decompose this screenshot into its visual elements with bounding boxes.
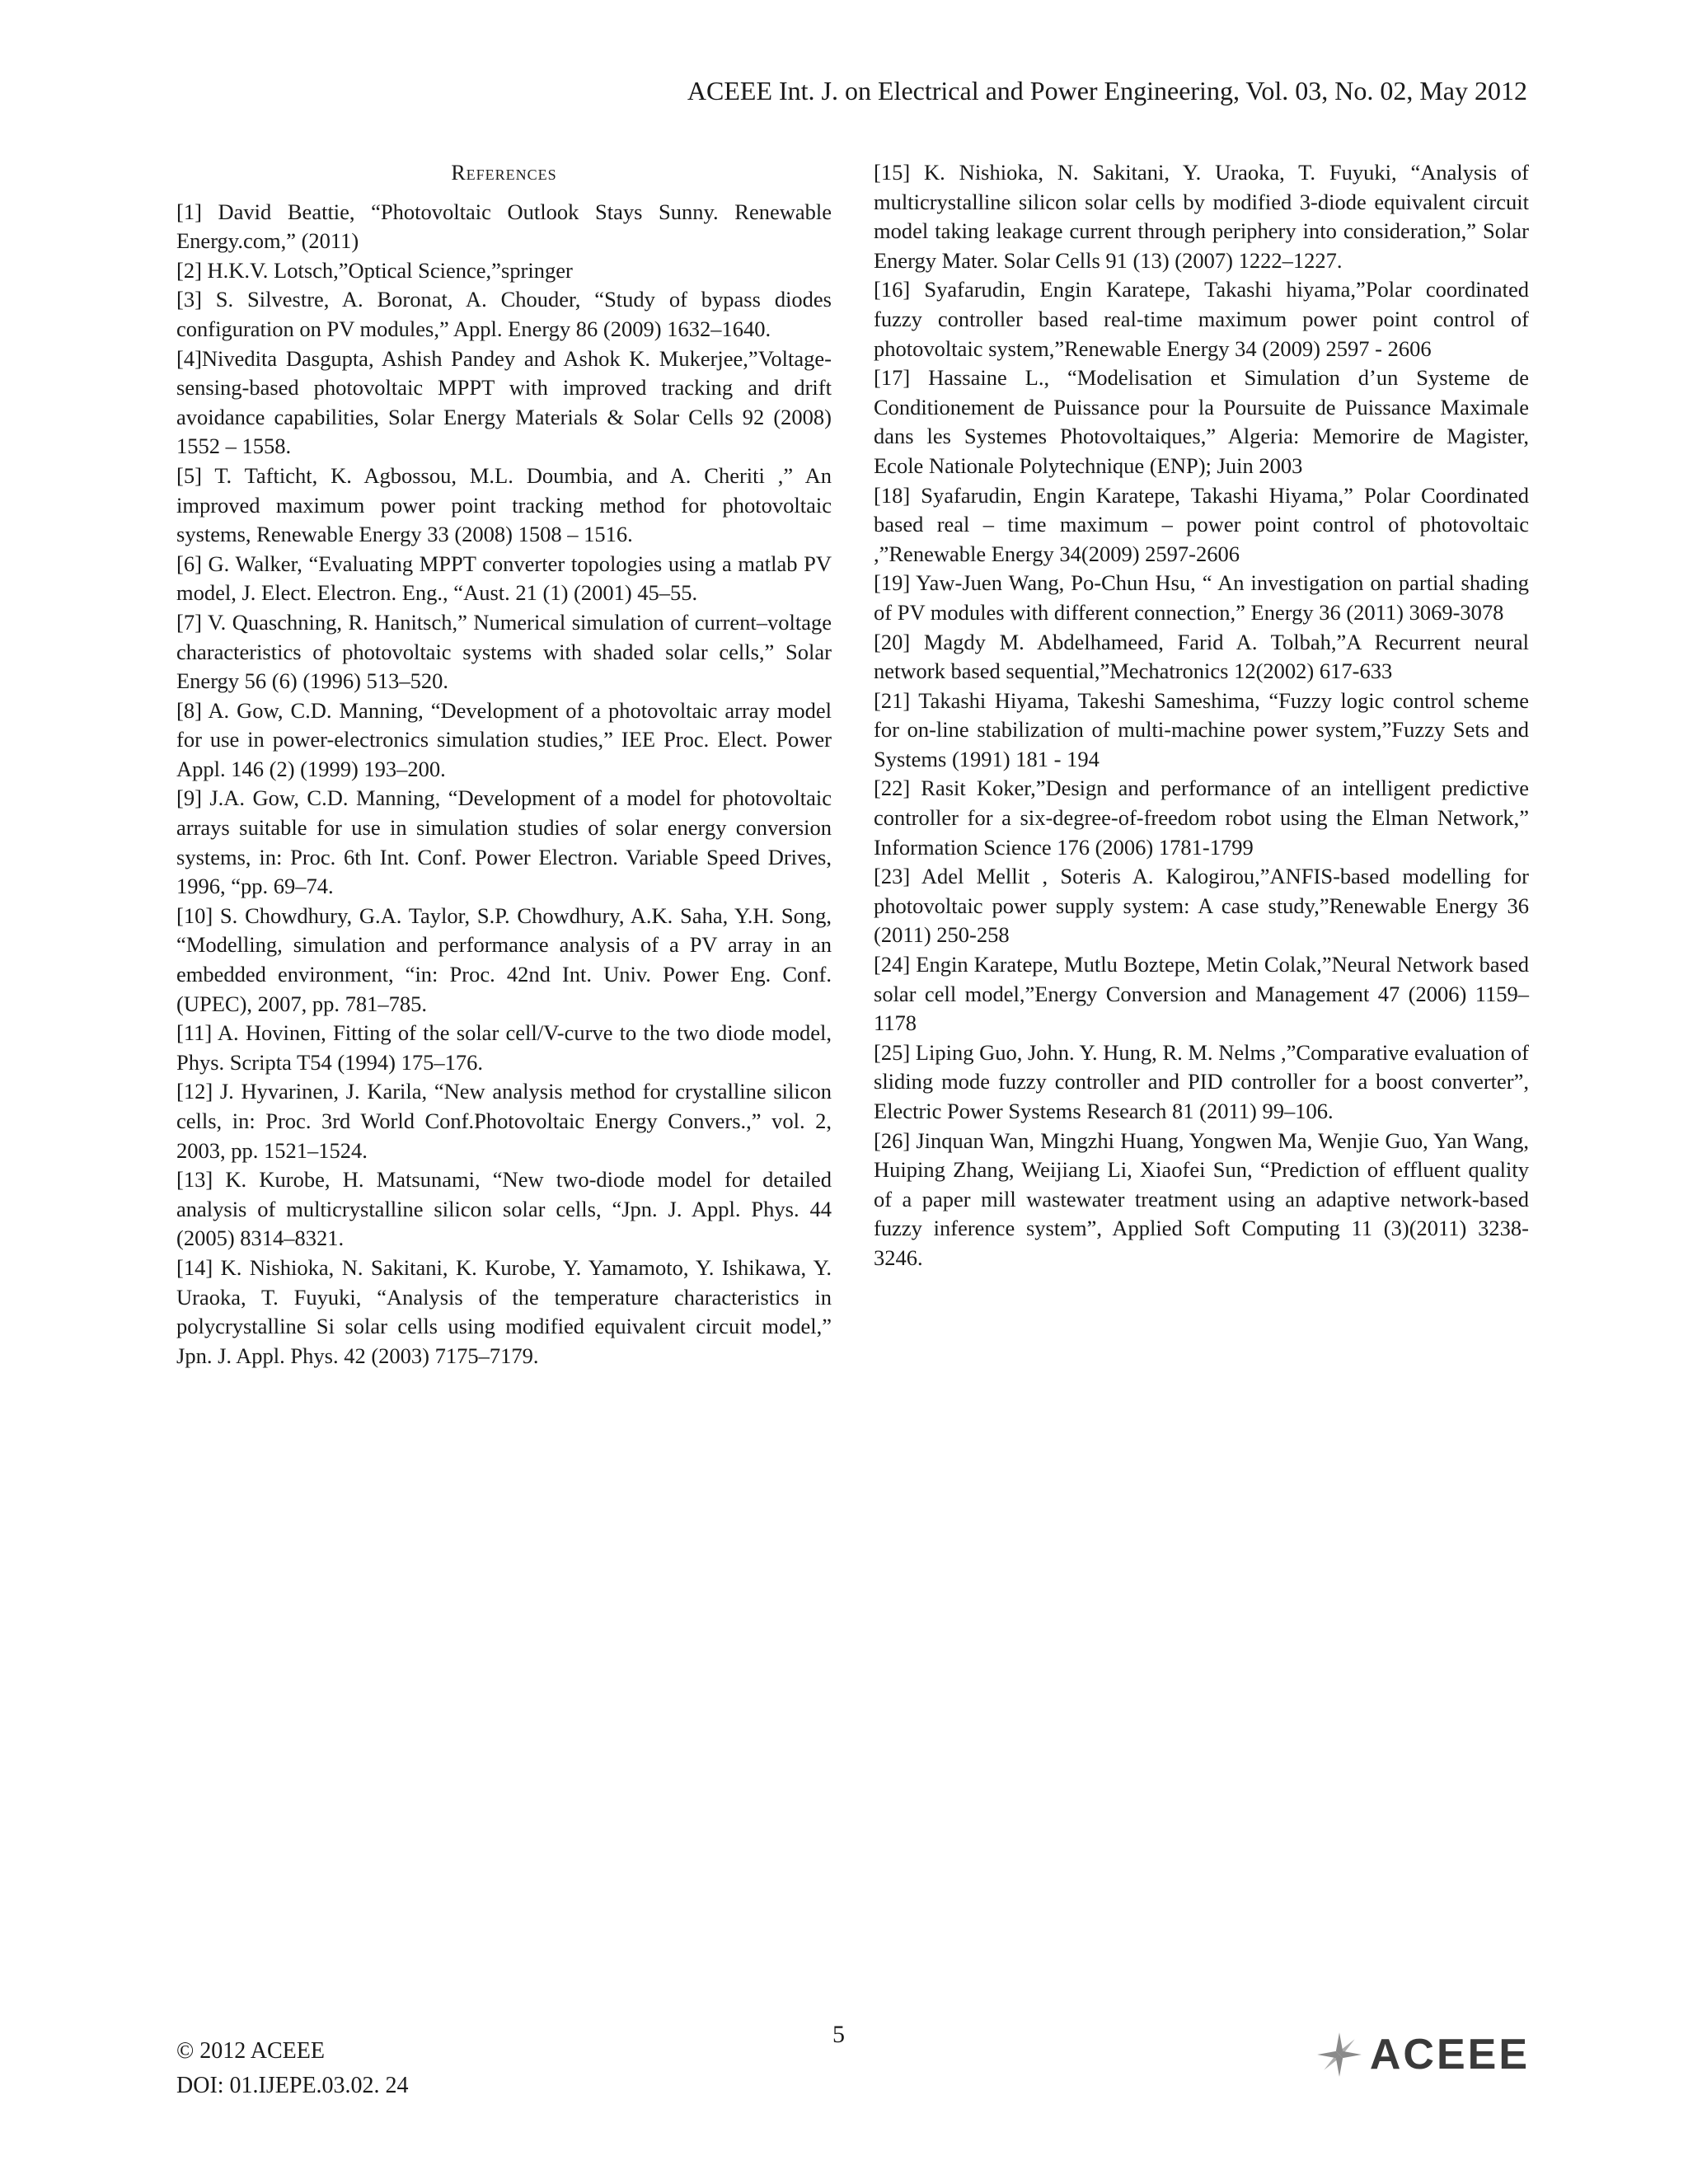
aceee-logo xyxy=(1314,2029,1530,2080)
reference-item: [5] T. Tafticht, K. Agbossou, M.L. Doumbia, and A. Cheriti ,” An improved maximum power point tracking method for photovoltaic systems, Renewable Energy 33 (2008) 1508 – 1516. xyxy=(176,462,832,547)
reference-item: [8] A. Gow, C.D. Manning, “Development of a photovoltaic array model for use in power-electronics simulation studies,” IEE Proc. Elect. Power Appl. 146 (2) (1999) 193–200. xyxy=(176,697,832,781)
star-logo-icon xyxy=(1314,2029,1365,2080)
reference-item: [25] Liping Guo, John. Y. Hung, R. M. Nelms ,”Comparative evaluation of sliding mode fuzzy controller and PID controller for a boost converter”, Electric Power Systems Research 81 (2011) 99–106. xyxy=(874,1039,1529,1123)
reference-item: [2] H.K.V. Lotsch,”Optical Science,”springer xyxy=(176,257,573,283)
reference-item: [16] Syafarudin, Engin Karatepe, Takashi hiyama,”Polar coordinated fuzzy controller based real-time maximum power point control of photovoltaic system,”Renewable Energy 34 (2009) 2597 - 2606 xyxy=(874,277,1529,361)
reference-item: [22] Rasit Koker,”Design and performance of an intelligent predictive controller for a six-degree-of-freedom robot using the Elman Network,” Information Science 176 (2006) 1781-1799 xyxy=(874,776,1529,860)
references-column-left xyxy=(176,158,832,1371)
reference-item: [12] J. Hyvarinen, J. Karila, “New analysis method for crystalline silicon cells, in: Proc. 3rd World Conf.Photovoltaic Energy Convers.,” vol. 2, 2003, pp. 1521–1524. xyxy=(176,1079,832,1163)
section-title: References xyxy=(451,161,557,185)
page-number: 5 xyxy=(832,2021,845,2048)
doi-text: DOI: 01.IJEPE.03.02. 24 xyxy=(176,2073,409,2098)
reference-item: [15] K. Nishioka, N. Sakitani, Y. Uraoka, T. Fuyuki, “Analysis of multicrystalline silicon solar cells by modified 3-diode equivalent circuit model taking leakage current through periphery into consideration,” Solar Energy Mater. Solar Cells 91 (13) (2007) 1222–1227. xyxy=(874,160,1529,273)
reference-item: [6] G. Walker, “Evaluating MPPT converter topologies using a matlab PV model, J. Elect. Electron. Eng., “Aust. 21 (1) (2001) 45–55. xyxy=(176,551,832,606)
references-column-right xyxy=(874,158,1529,1273)
logo-text: ACEEE xyxy=(1369,2031,1530,2079)
reference-item: [11] A. Hovinen, Fitting of the solar cell/V-curve to the two diode model, Phys. Scripta T54 (1994) 175–176. xyxy=(176,1020,832,1075)
reference-item: [7] V. Quaschning, R. Hanitsch,” Numerical simulation of current–voltage characteristics of photovoltaic systems with shaded solar cells,” Solar Energy 56 (6) (1996) 513–520. xyxy=(176,609,832,694)
reference-item: [14] K. Nishioka, N. Sakitani, K. Kurobe, Y. Yamamoto, Y. Ishikawa, Y. Uraoka, T. Fuyuki, “Analysis of the temperature characteristics in polycrystalline Si solar cells using modified equivalent circuit model,” Jpn. J. Appl. Phys. 42 (2003) 7175–7179. xyxy=(176,1254,832,1368)
reference-item: [9] J.A. Gow, C.D. Manning, “Development of a model for photovoltaic arrays suitable for use in simulation studies of solar energy conversion systems, in: Proc. 6th Int. Conf. Power Electron. Variable Speed Drives, 1996, “pp. 69–74. xyxy=(176,785,832,899)
journal-header: ACEEE Int. J. on Electrical and Power Engineering, Vol. 03, No. 02, May 2012 xyxy=(687,76,1527,105)
reference-item: [20] Magdy M. Abdelhameed, Farid A. Tolbah,”A Recurrent neural network based sequential,”Mechatronics 12(2002) 617-633 xyxy=(874,629,1529,684)
reference-item: [13] K. Kurobe, H. Matsunami, “New two-diode model for detailed analysis of multicrystalline silicon solar cells, “Jpn. J. Appl. Phys. 44 (2005) 8314–8321. xyxy=(176,1167,832,1251)
reference-item: [21] Takashi Hiyama, Takeshi Sameshima, “Fuzzy logic control scheme for on-line stabilization of multi-machine power system,”Fuzzy Sets and Systems (1991) 181 - 194 xyxy=(874,687,1529,771)
reference-item: [17] Hassaine L., “Modelisation et Simulation d’un Systeme de Conditionement de Puissance pour la Poursuite de Puissance Maximale dans les Systemes Photovoltaiques,” Algeria: Memorire de Magister, Ecole Nationale Polytechnique (ENP); Juin 2003 xyxy=(874,365,1529,478)
reference-item: [18] Syafarudin, Engin Karatepe, Takashi Hiyama,” Polar Coordinated based real – time maximum – power point control of photovoltaic ,”Renewable Energy 34(2009) 2597-2606 xyxy=(874,482,1529,566)
reference-item: [10] S. Chowdhury, G.A. Taylor, S.P. Chowdhury, A.K. Saha, Y.H. Song, “Modelling, simulation and performance analysis of a PV array in an embedded environment, “in: Proc. 42nd Int. Univ. Power Eng. Conf. (UPEC), 2007, pp. 781–785. xyxy=(176,902,832,1016)
reference-item: [3] S. Silvestre, A. Boronat, A. Chouder, “Study of bypass diodes configuration on PV modules,” Appl. Energy 86 (2009) 1632–1640. xyxy=(176,287,832,341)
copyright-text: © 2012 ACEEE xyxy=(176,2038,325,2064)
reference-item: [26] Jinquan Wan, Mingzhi Huang, Yongwen Ma, Wenjie Guo, Yan Wang, Huiping Zhang, Weijiang Li, Xiaofei Sun, “Prediction of effluent quality of a paper mill wastewater treatment using an adaptive network-based fuzzy inference system”, Applied Soft Computing 11 (3)(2011) 3238-3246. xyxy=(874,1127,1529,1270)
footer-info xyxy=(176,2034,409,2103)
reference-item: [23] Adel Mellit , Soteris A. Kalogirou,”ANFIS-based modelling for photovoltaic power supply system: A case study,”Renewable Energy 36 (2011) 250-258 xyxy=(874,864,1529,948)
reference-item: [19] Yaw-Juen Wang, Po-Chun Hsu, “ An investigation on partial shading of PV modules with different connection,” Energy 36 (2011) 3069-3078 xyxy=(874,570,1529,625)
reference-item: [4]Nivedita Dasgupta, Ashish Pandey and Ashok K. Mukerjee,”Voltage-sensing-based photovoltaic MPPT with improved tracking and drift avoidance capabilities, Solar Energy Materials & Solar Cells 92 (2008) 1552 – 1558. xyxy=(176,345,832,459)
reference-item: [1] David Beattie, “Photovoltaic Outlook Stays Sunny. Renewable Energy.com,” (2011) xyxy=(176,199,832,254)
reference-item: [24] Engin Karatepe, Mutlu Boztepe, Metin Colak,”Neural Network based solar cell model,”Energy Conversion and Management 47 (2006) 1159–1178 xyxy=(874,952,1529,1036)
